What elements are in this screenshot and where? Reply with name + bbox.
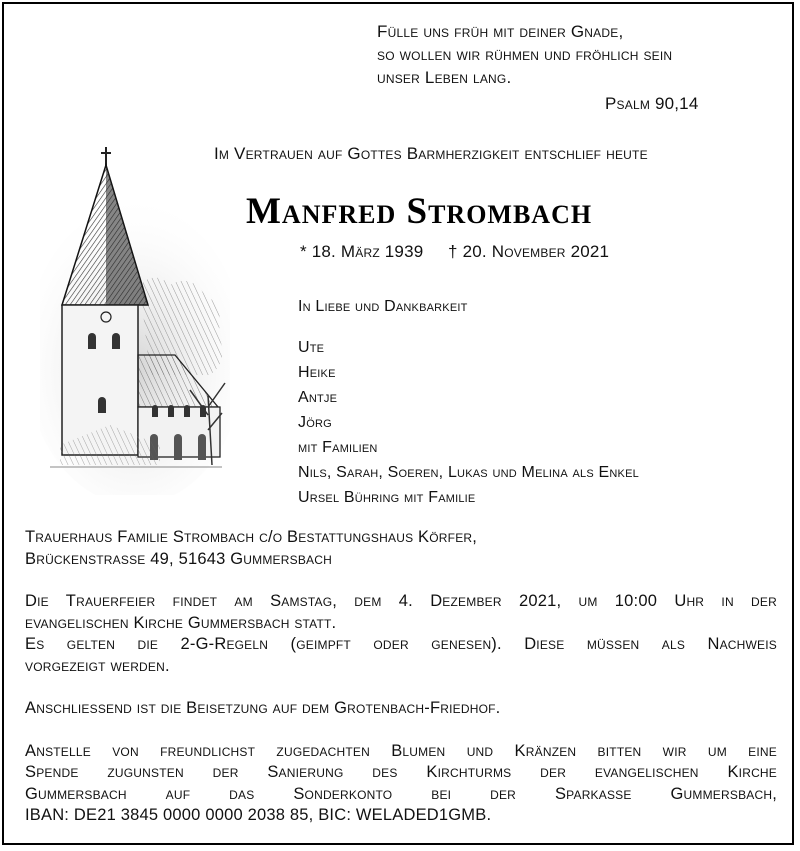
donation-block [25, 741, 777, 827]
ceremony-line: vorgezeigt werden. [25, 656, 170, 675]
life-dates [300, 242, 760, 262]
church-sketch-icon [40, 145, 230, 495]
donation-line: Spende zugunsten der Sanierung des Kirchturms der evangelischen Kirche [25, 763, 777, 781]
donation-line: IBAN: DE21 3845 0000 0000 2038 85, BIC: WELADED1GMB. [25, 806, 492, 824]
ceremony-line: Es gelten die 2-G-Regeln (geimpft oder genesen). Diese müssen als Nachweis [25, 635, 777, 653]
psalm-line: unser Leben lang. [377, 68, 512, 87]
mourner-name: mit Familien [298, 439, 378, 456]
burial-block: Anschliessend ist die Beisetzung auf dem Grotenbach-Friedhof. [25, 699, 501, 717]
address-line: Trauerhaus Familie Strombach c/o Bestattungshaus Körfer, [25, 528, 478, 546]
address-line: Brückenstrasse 49, 51643 Gummersbach [25, 549, 332, 568]
mourner-name: Antje [298, 389, 338, 406]
mourner-name: Nils, Sarah, Soeren, Lukas und Melina als Enkel [298, 464, 639, 481]
mourners-list [298, 294, 768, 510]
donation-line: Gummersbach auf das Sonderkonto bei der Sparkasse Gummersbach, [25, 784, 777, 803]
mourners-heading: In Liebe und Dankbarkeit [298, 298, 468, 315]
psalm-line: Fülle uns früh mit deiner Gnade, [377, 22, 624, 41]
psalm-reference: Psalm 90,14 [605, 94, 699, 113]
mourner-name: Ute [298, 339, 325, 356]
psalm-quote [377, 20, 777, 115]
donation-line: Anstelle von freundlichst zugedachten Blumen und Kränzen bitten wir um eine [25, 741, 777, 760]
intro-line: Im Vertrauen auf Gottes Barmherzigkeit entschlief heute [214, 144, 648, 163]
mourner-name: Ursel Bühring mit Familie [298, 489, 476, 506]
death-date: † 20. November 2021 [448, 242, 610, 261]
address-block [25, 527, 777, 570]
ceremony-line: evangelischen Kirche Gummersbach statt. [25, 613, 337, 632]
deceased-name: Manfred Strombach [246, 191, 593, 232]
ceremony-line: Die Trauerfeier findet am Samstag, dem 4. Dezember 2021, um 10:00 Uhr in der [25, 592, 777, 610]
ceremony-block [25, 591, 777, 677]
mourner-name: Heike [298, 364, 336, 381]
mourner-name: Jörg [298, 414, 332, 431]
birth-date: * 18. März 1939 [300, 242, 424, 261]
notice-body [25, 527, 777, 827]
psalm-line: so wollen wir rühmen und fröhlich sein [377, 45, 673, 64]
